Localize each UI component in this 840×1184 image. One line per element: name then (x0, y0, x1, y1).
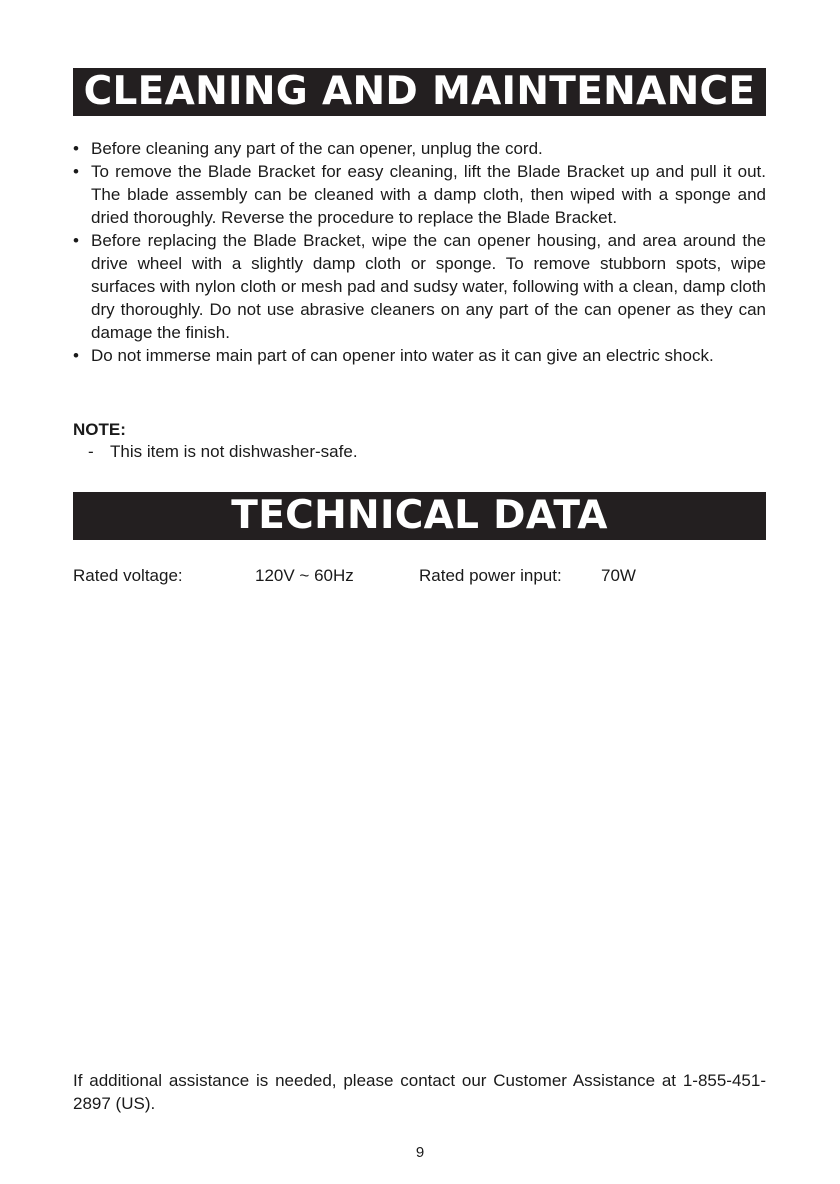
bullet-marker: • (73, 231, 79, 250)
list-item (73, 344, 766, 367)
instruction-text: To remove the Blade Bracket for easy cleaning, lift the Blade Bracket up and pull it out. The blade assembly can be cleaned with a damp cloth, then wiped with a sponge and dried thoroughly. Reverse the procedure to replace the Blade Bracket. (91, 162, 766, 227)
rated-power-value: 70W (601, 566, 636, 585)
instruction-text: Do not immerse main part of can opener into water as it can give an electric shock. (91, 346, 714, 365)
bullet-marker: • (73, 139, 79, 158)
instruction-text: Before replacing the Blade Bracket, wipe the can opener housing, and area around the drive wheel with a slightly damp cloth or sponge. To remove stubborn spots, wipe surfaces with nylon cloth or mesh pad and sudsy water, following with a clean, damp cloth dry thoroughly. Do not use abrasive cleaners on any part of the can opener as they can damage the finish. (91, 231, 766, 342)
cleaning-maintenance-heading: CLEANING AND MAINTENANCE (73, 68, 766, 116)
note-item (88, 440, 358, 463)
list-item (73, 137, 766, 160)
note-text: This item is not dishwasher-safe. (110, 442, 358, 461)
technical-data-heading: TECHNICAL DATA (73, 492, 766, 540)
bullet-marker: • (73, 346, 79, 365)
instruction-text: Before cleaning any part of the can opener, unplug the cord. (91, 139, 543, 158)
rated-voltage-value: 120V ~ 60Hz (255, 566, 354, 585)
bullet-marker: • (73, 162, 79, 181)
customer-assistance-text: If additional assistance is needed, please contact our Customer Assistance at 1-855-451-2897 (US). (73, 1071, 766, 1113)
rated-voltage-label: Rated voltage: (73, 566, 183, 585)
list-item (73, 229, 766, 344)
cleaning-instructions-list (73, 137, 766, 367)
page-number: 9 (415, 1144, 425, 1161)
list-item (73, 160, 766, 229)
note-label: NOTE: (73, 420, 126, 439)
dash-marker: - (88, 442, 94, 461)
rated-power-label: Rated power input: (419, 566, 562, 585)
